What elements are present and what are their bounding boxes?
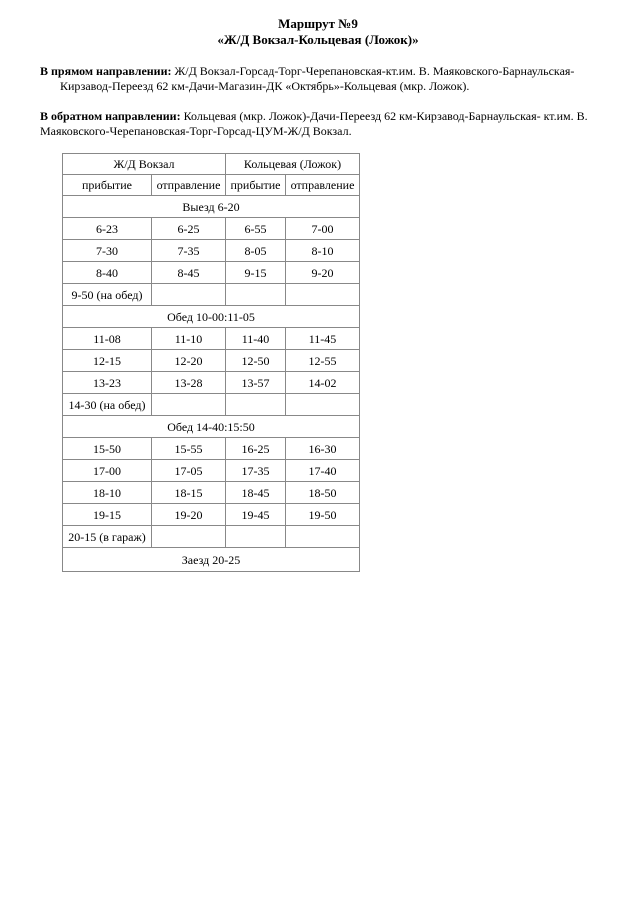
lunch1-note: Обед 10-00:11-05 bbox=[63, 306, 360, 328]
empty-cell bbox=[152, 284, 226, 306]
backward-direction bbox=[40, 109, 596, 139]
route-name: «Ж/Д Вокзал-Кольцевая (Ложок)» bbox=[217, 32, 419, 47]
time-cell: 16-25 bbox=[226, 438, 286, 460]
time-cell: 8-10 bbox=[286, 240, 360, 262]
empty-cell bbox=[226, 284, 286, 306]
lunch2-note-row bbox=[63, 416, 360, 438]
depart-note-row bbox=[63, 196, 360, 218]
time-cell: 15-55 bbox=[152, 438, 226, 460]
time-cell: 6-55 bbox=[226, 218, 286, 240]
time-cell: 12-50 bbox=[226, 350, 286, 372]
route-number: Маршрут №9 bbox=[278, 16, 358, 31]
depart-note: Выезд 6-20 bbox=[63, 196, 360, 218]
forward-direction bbox=[40, 64, 616, 94]
time-cell: 12-15 bbox=[63, 350, 152, 372]
return-note: Заезд 20-25 bbox=[63, 548, 360, 572]
time-cell: 19-50 bbox=[286, 504, 360, 526]
table-row bbox=[63, 218, 360, 240]
document-title bbox=[0, 16, 636, 48]
schedule-table bbox=[62, 153, 360, 572]
time-cell: 7-35 bbox=[152, 240, 226, 262]
table-header-stops bbox=[63, 154, 360, 175]
time-cell: 18-50 bbox=[286, 482, 360, 504]
time-cell: 9-20 bbox=[286, 262, 360, 284]
lunch2-arrival: 14-30 (на обед) bbox=[63, 394, 152, 416]
time-cell: 18-45 bbox=[226, 482, 286, 504]
time-cell: 6-23 bbox=[63, 218, 152, 240]
table-row bbox=[63, 284, 360, 306]
table-row bbox=[63, 482, 360, 504]
empty-cell bbox=[286, 394, 360, 416]
col-arrive-a: прибытие bbox=[63, 175, 152, 196]
time-cell: 19-15 bbox=[63, 504, 152, 526]
table-row bbox=[63, 394, 360, 416]
time-cell: 8-05 bbox=[226, 240, 286, 262]
time-cell: 13-57 bbox=[226, 372, 286, 394]
forward-label: В прямом направлении: bbox=[40, 64, 172, 78]
table-row bbox=[63, 460, 360, 482]
time-cell: 12-20 bbox=[152, 350, 226, 372]
col-depart-b: отправление bbox=[286, 175, 360, 196]
table-row bbox=[63, 438, 360, 460]
return-note-row bbox=[63, 548, 360, 572]
lunch1-note-row bbox=[63, 306, 360, 328]
time-cell: 17-40 bbox=[286, 460, 360, 482]
table-row bbox=[63, 504, 360, 526]
time-cell: 7-00 bbox=[286, 218, 360, 240]
empty-cell bbox=[286, 526, 360, 548]
time-cell: 11-10 bbox=[152, 328, 226, 350]
time-cell: 13-23 bbox=[63, 372, 152, 394]
time-cell: 11-40 bbox=[226, 328, 286, 350]
time-cell: 8-45 bbox=[152, 262, 226, 284]
table-row bbox=[63, 350, 360, 372]
time-cell: 11-08 bbox=[63, 328, 152, 350]
time-cell: 7-30 bbox=[63, 240, 152, 262]
time-cell: 17-05 bbox=[152, 460, 226, 482]
col-depart-a: отправление bbox=[152, 175, 226, 196]
table-row bbox=[63, 526, 360, 548]
forward-text: Ж/Д Вокзал-Горсад-Торг-Черепановская-кт.им. В. Маяковского-Барнаульская-Кирзавод-Переезд 62 км-Дачи-Магазин-ДК «Октябрь»-Кольцевая (мкр. Ложок). bbox=[60, 64, 575, 93]
time-cell: 17-35 bbox=[226, 460, 286, 482]
empty-cell bbox=[286, 284, 360, 306]
time-cell: 8-40 bbox=[63, 262, 152, 284]
time-cell: 16-30 bbox=[286, 438, 360, 460]
time-cell: 13-28 bbox=[152, 372, 226, 394]
stop-a-header: Ж/Д Вокзал bbox=[63, 154, 226, 175]
backward-text: Кольцевая (мкр. Ложок)-Дачи-Переезд 62 км-Кирзавод-Барнаульская- кт.им. В. Маяковского-Черепановская-Торг-Горсад-ЦУМ-Ж/Д Вокзал. bbox=[40, 109, 588, 138]
stop-b-header: Кольцевая (Ложок) bbox=[226, 154, 360, 175]
time-cell: 6-25 bbox=[152, 218, 226, 240]
table-row bbox=[63, 372, 360, 394]
time-cell: 12-55 bbox=[286, 350, 360, 372]
empty-cell bbox=[152, 394, 226, 416]
garage-arrival: 20-15 (в гараж) bbox=[63, 526, 152, 548]
table-row bbox=[63, 328, 360, 350]
table-header-cols bbox=[63, 175, 360, 196]
table-row bbox=[63, 262, 360, 284]
col-arrive-b: прибытие bbox=[226, 175, 286, 196]
time-cell: 9-15 bbox=[226, 262, 286, 284]
backward-label: В обратном направлении: bbox=[40, 109, 181, 123]
lunch1-arrival: 9-50 (на обед) bbox=[63, 284, 152, 306]
empty-cell bbox=[226, 394, 286, 416]
lunch2-note: Обед 14-40:15:50 bbox=[63, 416, 360, 438]
time-cell: 11-45 bbox=[286, 328, 360, 350]
time-cell: 18-10 bbox=[63, 482, 152, 504]
time-cell: 18-15 bbox=[152, 482, 226, 504]
empty-cell bbox=[226, 526, 286, 548]
time-cell: 14-02 bbox=[286, 372, 360, 394]
time-cell: 19-45 bbox=[226, 504, 286, 526]
empty-cell bbox=[152, 526, 226, 548]
table-row bbox=[63, 240, 360, 262]
time-cell: 17-00 bbox=[63, 460, 152, 482]
time-cell: 19-20 bbox=[152, 504, 226, 526]
time-cell: 15-50 bbox=[63, 438, 152, 460]
